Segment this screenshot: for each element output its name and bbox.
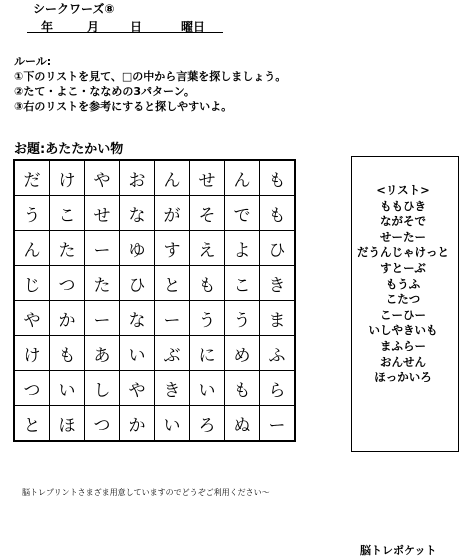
date-field bbox=[27, 18, 223, 33]
word-list-item: いしやきいも bbox=[368, 323, 438, 338]
grid-cell[interactable]: う bbox=[14, 196, 50, 231]
grid-cell[interactable]: や bbox=[120, 371, 155, 406]
grid-cell[interactable]: い bbox=[50, 371, 85, 406]
grid-cell[interactable]: す bbox=[155, 231, 190, 266]
grid-cell[interactable]: め bbox=[225, 336, 260, 371]
grid-cell[interactable]: せ bbox=[190, 160, 225, 196]
grid-cell[interactable]: え bbox=[190, 231, 225, 266]
grid-cell[interactable]: ろ bbox=[190, 406, 225, 442]
grid-cell[interactable]: た bbox=[85, 266, 120, 301]
grid-row bbox=[14, 371, 295, 406]
grid-cell[interactable]: も bbox=[190, 266, 225, 301]
grid-cell[interactable]: い bbox=[120, 336, 155, 371]
grid-cell[interactable]: せ bbox=[85, 196, 120, 231]
grid-cell[interactable]: つ bbox=[50, 266, 85, 301]
grid-cell[interactable]: だ bbox=[14, 160, 50, 196]
grid-cell[interactable]: き bbox=[155, 371, 190, 406]
grid-cell[interactable]: ー bbox=[85, 301, 120, 336]
grid-cell[interactable]: つ bbox=[85, 406, 120, 442]
grid-cell[interactable]: も bbox=[225, 371, 260, 406]
grid-cell[interactable]: あ bbox=[85, 336, 120, 371]
rules-heading: ルール: bbox=[14, 55, 52, 68]
grid-cell[interactable]: と bbox=[155, 266, 190, 301]
grid-cell[interactable]: も bbox=[50, 336, 85, 371]
grid-cell[interactable]: も bbox=[260, 196, 296, 231]
grid-cell[interactable]: い bbox=[190, 371, 225, 406]
grid-cell[interactable]: や bbox=[14, 301, 50, 336]
grid-row bbox=[14, 301, 295, 336]
word-list-item: すとーぶ bbox=[380, 260, 426, 275]
grid-cell[interactable]: も bbox=[260, 160, 296, 196]
grid-cell[interactable]: ふ bbox=[260, 336, 296, 371]
footer-note: 脳トレプリントさまざま用意していますのでどうぞご利用ください～ bbox=[22, 488, 270, 497]
grid-cell[interactable]: け bbox=[50, 160, 85, 196]
rule-item: ②たて・よこ・ななめの3パターン。 bbox=[14, 85, 195, 98]
grid-cell[interactable]: ら bbox=[260, 371, 296, 406]
grid-cell[interactable]: ぶ bbox=[155, 336, 190, 371]
grid-row bbox=[14, 336, 295, 371]
date-month-label: 月 bbox=[87, 20, 100, 34]
grid-cell[interactable]: な bbox=[120, 196, 155, 231]
grid-cell[interactable]: で bbox=[225, 196, 260, 231]
grid-cell[interactable]: ん bbox=[155, 160, 190, 196]
rule-item: ③右のリストを参考にすると探しやすいよ。 bbox=[14, 100, 233, 113]
page-title: シークワーズ⑧ bbox=[33, 2, 115, 16]
word-list-item: せーたー bbox=[380, 229, 426, 244]
grid-cell[interactable]: こ bbox=[50, 196, 85, 231]
grid-cell[interactable]: う bbox=[190, 301, 225, 336]
grid-cell[interactable]: ひ bbox=[260, 231, 296, 266]
date-day-label: 日 bbox=[130, 20, 143, 34]
grid-cell[interactable]: ー bbox=[85, 231, 120, 266]
grid-cell[interactable]: ほ bbox=[50, 406, 85, 442]
grid-cell[interactable]: か bbox=[50, 301, 85, 336]
grid-cell[interactable]: な bbox=[120, 301, 155, 336]
grid-cell[interactable]: ぬ bbox=[225, 406, 260, 442]
grid-row bbox=[14, 196, 295, 231]
grid-cell[interactable]: ー bbox=[155, 301, 190, 336]
grid-cell[interactable]: き bbox=[260, 266, 296, 301]
word-list-item: こたつ bbox=[385, 292, 421, 307]
grid-row bbox=[14, 231, 295, 266]
grid-cell[interactable]: そ bbox=[190, 196, 225, 231]
word-list bbox=[341, 183, 465, 386]
grid-cell[interactable]: し bbox=[85, 371, 120, 406]
grid-cell[interactable]: か bbox=[120, 406, 155, 442]
grid-cell[interactable]: い bbox=[155, 406, 190, 442]
grid-row bbox=[14, 266, 295, 301]
grid-cell[interactable]: う bbox=[225, 301, 260, 336]
word-list-item: だうんじゃけっと bbox=[357, 245, 449, 260]
puzzle-theme: お題:あたたかい物 bbox=[14, 142, 124, 157]
rules-section bbox=[14, 54, 286, 114]
grid-cell[interactable]: ひ bbox=[120, 266, 155, 301]
date-weekday-label: 曜日 bbox=[181, 20, 206, 34]
grid-cell[interactable]: ゆ bbox=[120, 231, 155, 266]
grid-cell[interactable]: に bbox=[190, 336, 225, 371]
word-list-item: もうふ bbox=[385, 276, 421, 291]
word-list-item: ももひき bbox=[380, 198, 426, 213]
grid-cell[interactable]: ん bbox=[14, 231, 50, 266]
word-search-grid bbox=[13, 159, 296, 442]
grid-row bbox=[14, 406, 295, 442]
rule-item: ①下のリストを見て、□の中から言葉を探しましょう。 bbox=[14, 70, 287, 83]
grid-cell[interactable]: ん bbox=[225, 160, 260, 196]
grid-cell[interactable]: こ bbox=[225, 266, 260, 301]
grid-cell[interactable]: た bbox=[50, 231, 85, 266]
grid-cell[interactable]: ま bbox=[260, 301, 296, 336]
grid-cell[interactable]: つ bbox=[14, 371, 50, 406]
grid-cell[interactable]: お bbox=[120, 160, 155, 196]
grid-cell[interactable]: と bbox=[14, 406, 50, 442]
word-list-item: ながそで bbox=[380, 214, 426, 229]
grid-row bbox=[14, 160, 295, 196]
word-list-item: まふらー bbox=[380, 338, 426, 353]
grid-cell[interactable]: じ bbox=[14, 266, 50, 301]
word-list-item: ほっかいろ bbox=[374, 370, 432, 385]
date-year-label: 年 bbox=[41, 20, 54, 34]
word-list-item: おんせん bbox=[380, 354, 426, 369]
grid-cell[interactable]: ー bbox=[260, 406, 296, 442]
grid-cell[interactable]: け bbox=[14, 336, 50, 371]
grid-cell[interactable]: や bbox=[85, 160, 120, 196]
brand-logo-text: 脳トレポケット bbox=[360, 544, 437, 557]
word-list-heading: <リスト> bbox=[376, 183, 430, 197]
word-list-item: こーひー bbox=[380, 307, 426, 322]
grid-cell[interactable]: よ bbox=[225, 231, 260, 266]
grid-cell[interactable]: が bbox=[155, 196, 190, 231]
